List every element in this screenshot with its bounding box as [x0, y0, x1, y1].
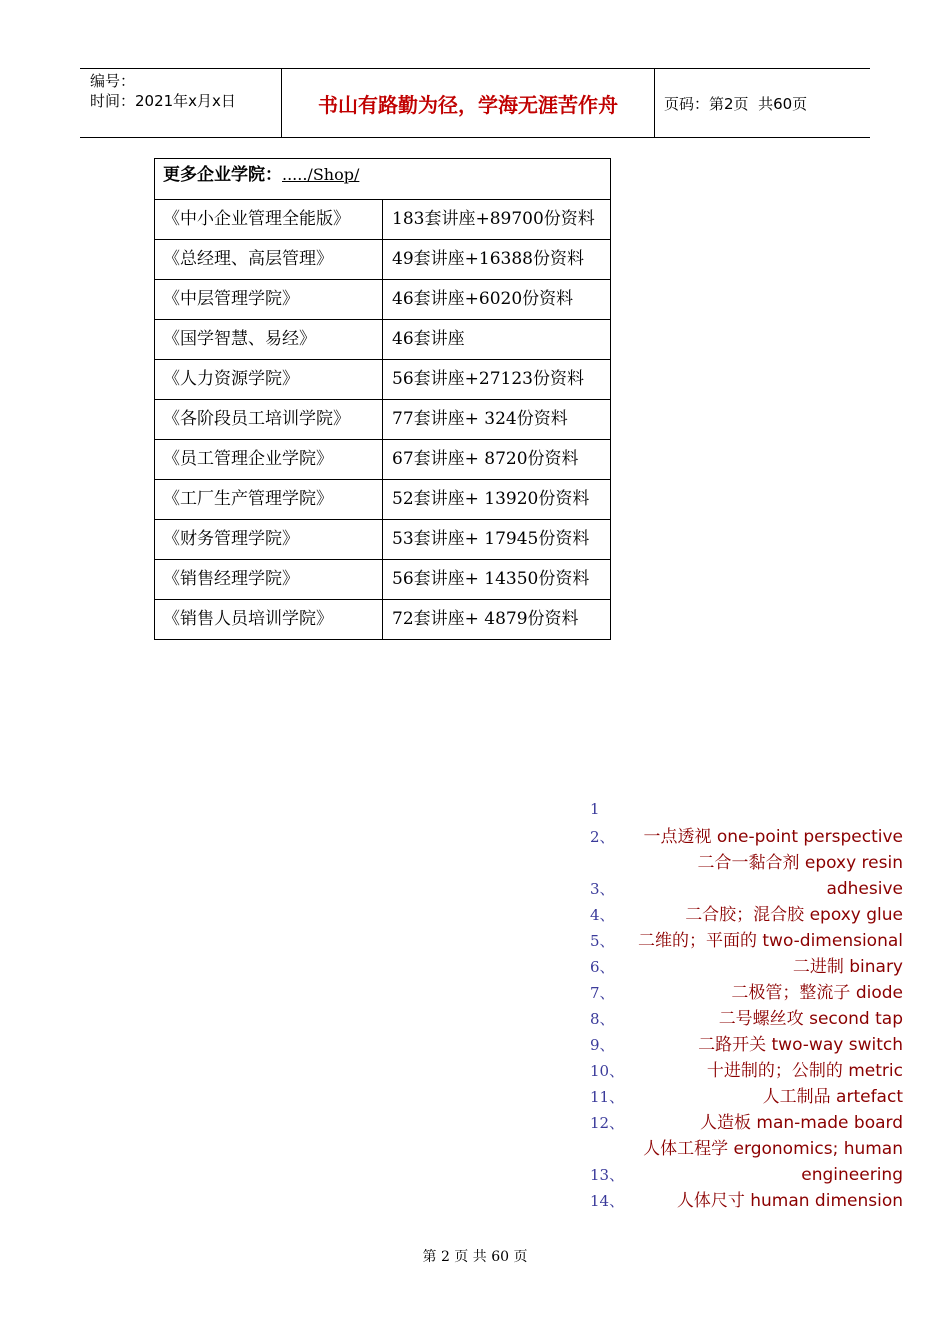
term-english: man-made board	[750, 1113, 903, 1133]
course-name: 《员工管理企业学院》	[155, 440, 383, 480]
course-content: 56套讲座+ 14350份资料	[383, 560, 611, 600]
header-motto: 书山有路勤为径，学海无涯苦作舟	[318, 92, 618, 117]
list-item-number: 6、	[590, 958, 615, 976]
table-row	[155, 280, 611, 320]
table-row	[155, 560, 611, 600]
list-item-number: 5、	[590, 932, 615, 950]
course-content: 46套讲座	[383, 320, 611, 360]
course-name: 《销售人员培训学院》	[155, 600, 383, 640]
course-content: 183套讲座+89700份资料	[383, 200, 611, 240]
course-name: 《销售经理学院》	[155, 560, 383, 600]
course-content: 56套讲座+27123份资料	[383, 360, 611, 400]
list-item-number: 2、	[590, 828, 615, 846]
course-name: 《总经理、高层管理》	[155, 240, 383, 280]
list-item	[590, 1058, 903, 1084]
course-name: 《各阶段员工培训学院》	[155, 400, 383, 440]
course-rows	[155, 200, 611, 640]
table-header-cell	[155, 159, 611, 200]
term-english: artefact	[830, 1087, 903, 1107]
term-english: human dimension	[744, 1191, 903, 1211]
term-entry	[590, 980, 903, 1006]
term-english: one-point perspective	[711, 827, 903, 847]
list-item-number: 12、	[590, 1114, 625, 1132]
number-label: 编号：	[90, 72, 136, 90]
term-english: metric	[842, 1061, 903, 1081]
term-chinese: 二合胶；混合胶	[685, 905, 805, 925]
term-chinese: 十进制的；公制的	[706, 1061, 843, 1081]
page-header	[80, 68, 870, 138]
term-chinese: 二极管；整流子	[731, 983, 851, 1003]
term-entry	[590, 954, 903, 980]
list-item	[590, 1006, 903, 1032]
course-name: 《人力资源学院》	[155, 360, 383, 400]
table-row	[155, 360, 611, 400]
term-english: diode	[850, 983, 903, 1003]
table-row	[155, 200, 611, 240]
term-english: two-way switch	[766, 1035, 903, 1055]
term-chinese: 二进制	[792, 957, 844, 977]
list-item	[590, 850, 903, 902]
course-content: 52套讲座+ 13920份资料	[383, 480, 611, 520]
term-english: two-dimensional	[756, 931, 903, 951]
term-chinese: 人工制品	[762, 1087, 831, 1107]
list-item-number: 7、	[590, 984, 615, 1002]
list-item	[590, 1110, 903, 1136]
term-entry	[590, 1058, 903, 1084]
list-item-number: 11、	[590, 1088, 625, 1106]
table-header-label: 更多企业学院：	[163, 165, 282, 185]
course-content: 46套讲座+6020份资料	[383, 280, 611, 320]
term-entry	[590, 1006, 903, 1032]
course-content: 49套讲座+16388份资料	[383, 240, 611, 280]
header-meta	[90, 71, 280, 111]
term-entry	[590, 928, 903, 954]
list-item	[590, 1136, 903, 1188]
term-entry	[590, 1188, 903, 1214]
term-chinese: 二号螺丝攻	[718, 1009, 804, 1029]
list-item-number: 14、	[590, 1192, 625, 1210]
list-item	[590, 1084, 903, 1110]
term-entry	[590, 902, 903, 928]
term-english: binary	[843, 957, 903, 977]
term-chinese: 二合一黏合剂	[697, 853, 800, 873]
list-item	[590, 954, 903, 980]
course-content: 72套讲座+ 4879份资料	[383, 600, 611, 640]
page-info-text: 页码：第2页 共60页	[664, 94, 808, 113]
list-item-number: 1	[590, 800, 600, 818]
list-item-number: 8、	[590, 1010, 615, 1028]
term-chinese: 二路开关	[698, 1035, 767, 1055]
list-item-number: 10、	[590, 1062, 625, 1080]
list-item	[590, 928, 903, 954]
course-name: 《财务管理学院》	[155, 520, 383, 560]
course-table	[154, 158, 611, 640]
list-item	[590, 1188, 903, 1214]
term-english: second tap	[803, 1009, 903, 1029]
list-item	[590, 980, 903, 1006]
course-content: 77套讲座+ 324份资料	[383, 400, 611, 440]
term-entry	[590, 824, 903, 850]
shop-link[interactable]: ...../Shop/	[282, 165, 360, 184]
course-name: 《工厂生产管理学院》	[155, 480, 383, 520]
header-page-info	[664, 69, 807, 137]
course-content: 53套讲座+ 17945份资料	[383, 520, 611, 560]
table-row	[155, 480, 611, 520]
term-chinese: 一点透视	[643, 827, 712, 847]
term-chinese: 二维的；平面的	[637, 931, 757, 951]
term-english: epoxy resin adhesive	[799, 853, 903, 899]
list-item	[590, 902, 903, 928]
course-name: 《国学智慧、易经》	[155, 320, 383, 360]
course-content: 67套讲座+ 8720份资料	[383, 440, 611, 480]
list-item-number: 13、	[590, 1166, 625, 1184]
course-name: 《中层管理学院》	[155, 280, 383, 320]
table-row	[155, 400, 611, 440]
course-name: 《中小企业管理全能版》	[155, 200, 383, 240]
table-header-row	[155, 159, 611, 200]
term-chinese: 人体尺寸	[676, 1191, 745, 1211]
table-row	[155, 440, 611, 480]
table-row	[155, 520, 611, 560]
term-english: epoxy glue	[804, 905, 903, 925]
glossary-list	[590, 798, 903, 1214]
term-entry	[590, 1136, 903, 1188]
term-english: ergonomics; human engineering	[728, 1139, 903, 1185]
time-label: 时间：2021年x月x日	[90, 92, 236, 110]
term-entry	[590, 850, 903, 902]
list-item	[590, 798, 903, 824]
table-row	[155, 240, 611, 280]
list-item-number: 3、	[590, 880, 615, 898]
table-row	[155, 600, 611, 640]
term-chinese: 人体工程学	[643, 1139, 729, 1159]
term-entry	[590, 1032, 903, 1058]
term-chinese: 人造板	[699, 1113, 751, 1133]
list-item-number: 9、	[590, 1036, 615, 1054]
list-item-number: 4、	[590, 906, 615, 924]
page-footer: 第 2 页 共 60 页	[422, 1249, 528, 1265]
list-item	[590, 824, 903, 850]
term-entry	[590, 1084, 903, 1110]
header-divider	[654, 69, 655, 137]
list-item	[590, 1032, 903, 1058]
term-entry	[590, 1110, 903, 1136]
table-row	[155, 320, 611, 360]
